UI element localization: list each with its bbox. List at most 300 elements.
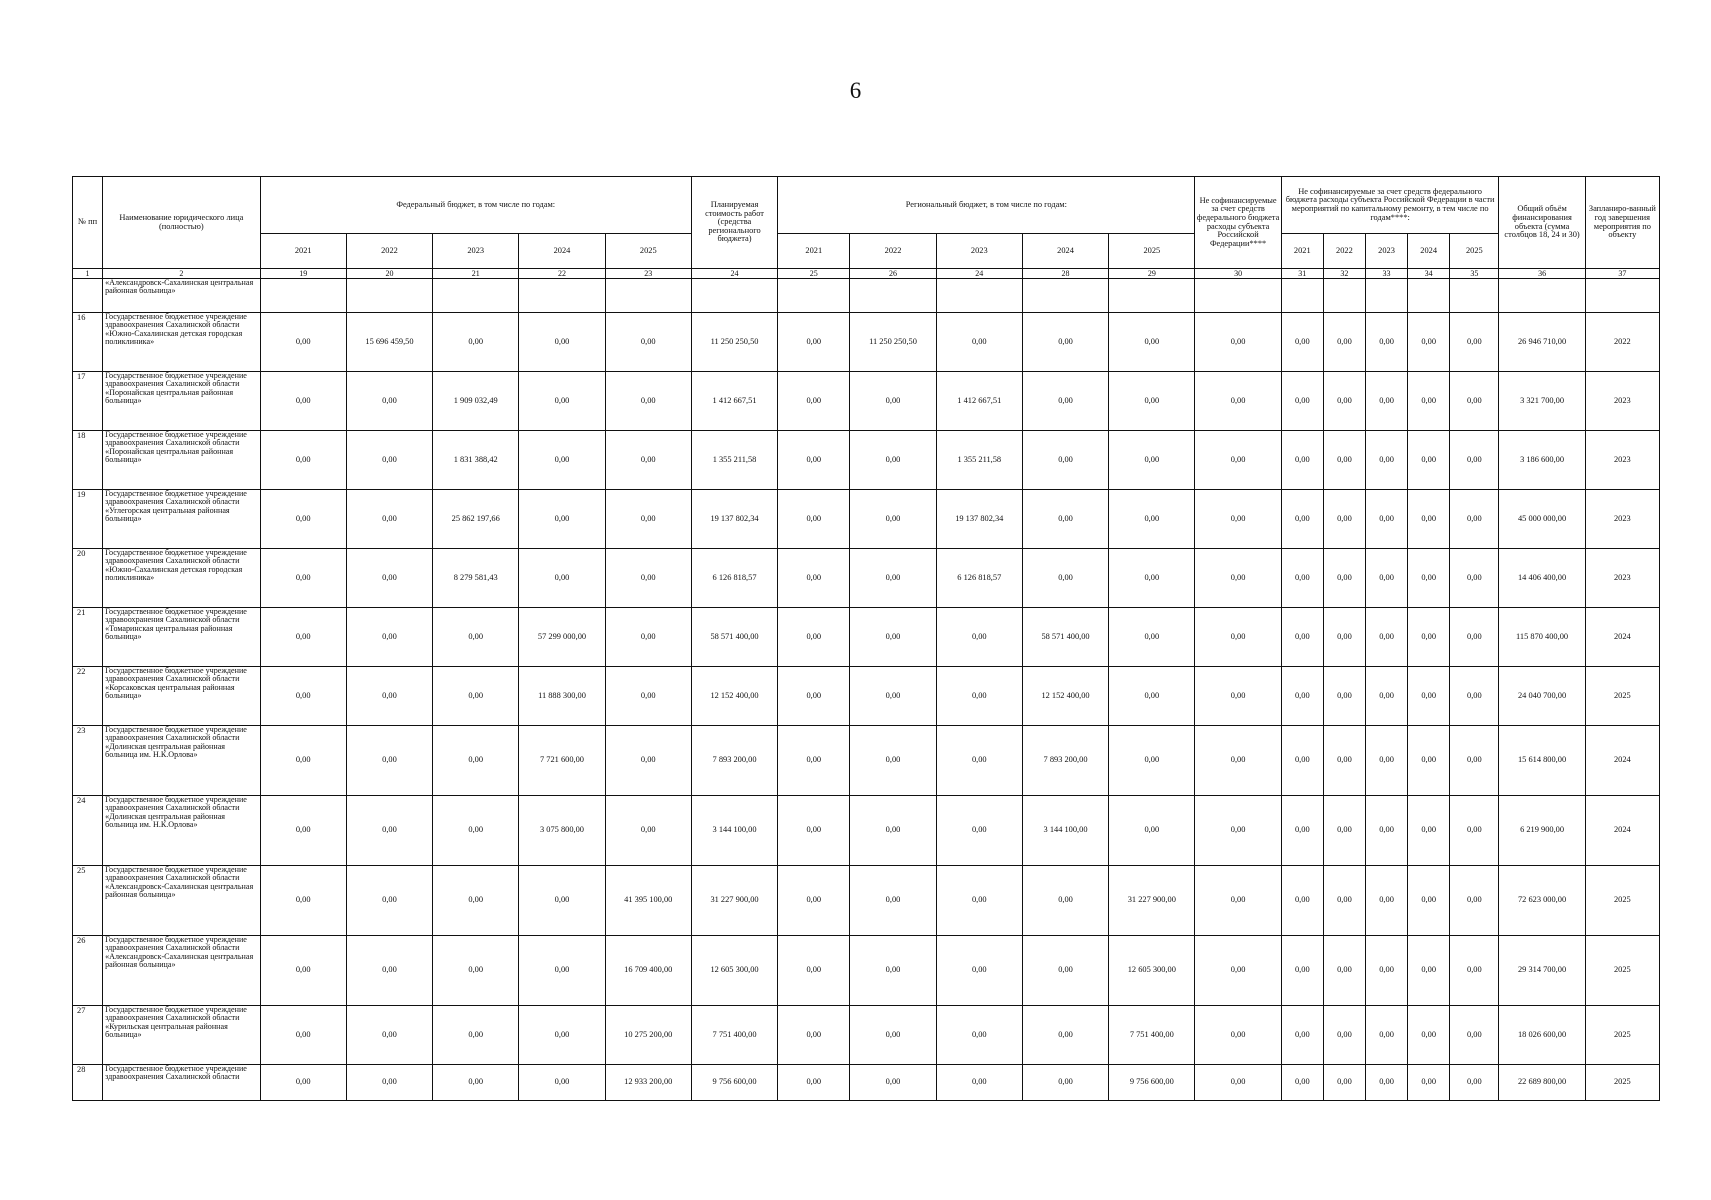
amount-cell: 1 355 211,58 — [691, 431, 777, 490]
amount-cell: 0,00 — [850, 490, 936, 549]
cap-year-header: 2024 — [1408, 234, 1450, 269]
amount-cell: 0,00 — [1022, 866, 1108, 936]
amount-cell: 0,00 — [1281, 726, 1323, 796]
amount-cell: 0,00 — [936, 667, 1022, 726]
completion-year-cell: 2023 — [1585, 431, 1659, 490]
amount-cell: 0,00 — [850, 431, 936, 490]
column-number-row — [73, 269, 1660, 279]
reg-year-header: 2021 — [778, 234, 850, 269]
cap-year-header: 2023 — [1365, 234, 1407, 269]
amount-cell: 57 299 000,00 — [519, 608, 605, 667]
amount-cell: 8 279 581,43 — [433, 549, 519, 608]
empty-cell — [1022, 279, 1108, 313]
column-number: 21 — [433, 269, 519, 279]
row-number-cell: 21 — [73, 608, 103, 667]
amount-cell: 0,00 — [850, 1006, 936, 1065]
completion-year-cell: 2023 — [1585, 372, 1659, 431]
amount-cell: 0,00 — [778, 549, 850, 608]
amount-cell: 0,00 — [1408, 866, 1450, 936]
amount-cell: 0,00 — [778, 608, 850, 667]
amount-cell: 10 275 200,00 — [605, 1006, 691, 1065]
amount-cell: 0,00 — [1450, 1006, 1499, 1065]
amount-cell: 0,00 — [1281, 1006, 1323, 1065]
amount-cell: 22 689 800,00 — [1499, 1065, 1585, 1101]
amount-cell: 0,00 — [346, 1006, 432, 1065]
amount-cell: 0,00 — [1195, 490, 1281, 549]
amount-cell: 7 751 400,00 — [1109, 1006, 1195, 1065]
amount-cell: 0,00 — [1195, 796, 1281, 866]
amount-cell: 0,00 — [1323, 1006, 1365, 1065]
amount-cell: 0,00 — [1109, 431, 1195, 490]
amount-cell: 0,00 — [433, 608, 519, 667]
amount-cell: 18 026 600,00 — [1499, 1006, 1585, 1065]
fed-year-header: 2025 — [605, 234, 691, 269]
table-body — [73, 279, 1660, 1101]
org-name-cell: Государственное бюджетное учреждение здравоохранения Сахалинской области «Южно-Сахалинская детская городская поликлиника» — [103, 313, 260, 372]
amount-cell: 0,00 — [1195, 313, 1281, 372]
empty-cell — [1408, 279, 1450, 313]
amount-cell: 0,00 — [1365, 313, 1407, 372]
table-row — [73, 431, 1660, 490]
amount-cell: 0,00 — [1323, 549, 1365, 608]
amount-cell: 12 933 200,00 — [605, 1065, 691, 1101]
table-row — [73, 372, 1660, 431]
amount-cell: 1 412 667,51 — [936, 372, 1022, 431]
empty-cell — [1281, 279, 1323, 313]
amount-cell: 0,00 — [1281, 313, 1323, 372]
amount-cell: 0,00 — [1450, 796, 1499, 866]
amount-cell: 9 756 600,00 — [1109, 1065, 1195, 1101]
amount-cell: 72 623 000,00 — [1499, 866, 1585, 936]
cap-year-header: 2021 — [1281, 234, 1323, 269]
amount-cell: 0,00 — [260, 667, 346, 726]
amount-cell: 0,00 — [1195, 667, 1281, 726]
federal-group-header: Федеральный бюджет, в том числе по годам: — [260, 177, 691, 234]
amount-cell: 0,00 — [1109, 549, 1195, 608]
amount-cell: 0,00 — [1408, 667, 1450, 726]
amount-cell: 12 605 300,00 — [691, 936, 777, 1006]
amount-cell: 0,00 — [1022, 372, 1108, 431]
amount-cell: 0,00 — [1450, 431, 1499, 490]
amount-cell: 0,00 — [1323, 936, 1365, 1006]
org-name-cell: Государственное бюджетное учреждение здравоохранения Сахалинской области «Поронайская центральная районная больница» — [103, 431, 260, 490]
column-number: 30 — [1195, 269, 1281, 279]
empty-cell — [433, 279, 519, 313]
row-number-cell: 17 — [73, 372, 103, 431]
amount-cell: 0,00 — [605, 490, 691, 549]
amount-cell: 0,00 — [605, 549, 691, 608]
amount-cell: 58 571 400,00 — [691, 608, 777, 667]
amount-cell: 0,00 — [605, 608, 691, 667]
row-number-cell: 16 — [73, 313, 103, 372]
amount-cell: 0,00 — [1281, 936, 1323, 1006]
amount-cell: 31 227 900,00 — [1109, 866, 1195, 936]
amount-cell: 9 756 600,00 — [691, 1065, 777, 1101]
amount-cell: 0,00 — [260, 866, 346, 936]
cap-year-header: 2022 — [1323, 234, 1365, 269]
amount-cell: 7 893 200,00 — [1022, 726, 1108, 796]
amount-cell: 0,00 — [605, 313, 691, 372]
amount-cell: 0,00 — [1195, 549, 1281, 608]
row-number-cell: 23 — [73, 726, 103, 796]
amount-cell: 0,00 — [1281, 866, 1323, 936]
row-number-cell: 19 — [73, 490, 103, 549]
row-number-cell: 24 — [73, 796, 103, 866]
amount-cell: 0,00 — [1109, 726, 1195, 796]
amount-cell: 6 126 818,57 — [936, 549, 1022, 608]
amount-cell: 0,00 — [1323, 431, 1365, 490]
amount-cell: 0,00 — [1195, 372, 1281, 431]
amount-cell: 0,00 — [605, 372, 691, 431]
amount-cell: 0,00 — [936, 1065, 1022, 1101]
amount-cell: 0,00 — [260, 372, 346, 431]
amount-cell: 25 862 197,66 — [433, 490, 519, 549]
row-number-cell: 18 — [73, 431, 103, 490]
amount-cell: 1 412 667,51 — [691, 372, 777, 431]
amount-cell: 0,00 — [346, 796, 432, 866]
column-number: 24 — [691, 269, 777, 279]
amount-cell: 0,00 — [260, 313, 346, 372]
amount-cell: 0,00 — [1195, 936, 1281, 1006]
amount-cell: 0,00 — [260, 490, 346, 549]
amount-cell: 0,00 — [1365, 726, 1407, 796]
amount-cell: 0,00 — [1365, 866, 1407, 936]
fed-year-header: 2022 — [346, 234, 432, 269]
amount-cell: 7 721 600,00 — [519, 726, 605, 796]
amount-cell: 15 614 800,00 — [1499, 726, 1585, 796]
column-number: 24 — [936, 269, 1022, 279]
amount-cell: 0,00 — [1022, 1065, 1108, 1101]
amount-cell: 0,00 — [778, 313, 850, 372]
empty-cell — [605, 279, 691, 313]
amount-cell: 0,00 — [260, 936, 346, 1006]
amount-cell: 0,00 — [433, 726, 519, 796]
not-cofinanced-header: Не софинансируемые за счет средств федерального бюджета расходы субъекта Российской Федерации**** — [1195, 177, 1281, 269]
reg-year-header: 2023 — [936, 234, 1022, 269]
column-number: 31 — [1281, 269, 1323, 279]
empty-cell — [691, 279, 777, 313]
amount-cell: 0,00 — [260, 549, 346, 608]
amount-cell: 0,00 — [778, 1065, 850, 1101]
amount-cell: 0,00 — [1408, 490, 1450, 549]
amount-cell: 0,00 — [1365, 667, 1407, 726]
not-cofinanced-capital-header: Не софинансируемые за счет средств федерального бюджета расходы субъекта Российской Федерации в части мероприятий по капитальному ремонту, в тем числе по годам****: — [1281, 177, 1499, 234]
completion-year-cell: 2023 — [1585, 490, 1659, 549]
amount-cell: 26 946 710,00 — [1499, 313, 1585, 372]
column-number: 20 — [346, 269, 432, 279]
amount-cell: 0,00 — [1022, 1006, 1108, 1065]
amount-cell: 0,00 — [1022, 936, 1108, 1006]
amount-cell: 0,00 — [1365, 608, 1407, 667]
amount-cell: 0,00 — [1281, 796, 1323, 866]
amount-cell: 0,00 — [1408, 796, 1450, 866]
amount-cell: 0,00 — [850, 667, 936, 726]
amount-cell: 0,00 — [605, 667, 691, 726]
fed-year-header: 2023 — [433, 234, 519, 269]
amount-cell: 0,00 — [1109, 372, 1195, 431]
empty-cell — [1499, 279, 1585, 313]
amount-cell: 0,00 — [260, 608, 346, 667]
table-row — [73, 549, 1660, 608]
row-number-cell: 26 — [73, 936, 103, 1006]
completion-year-cell: 2024 — [1585, 726, 1659, 796]
amount-cell: 0,00 — [1323, 608, 1365, 667]
column-number: 32 — [1323, 269, 1365, 279]
org-name-cell: «Александровск-Сахалинская центральная районная больница» — [103, 279, 260, 313]
amount-cell: 19 137 802,34 — [936, 490, 1022, 549]
amount-cell: 0,00 — [1450, 936, 1499, 1006]
amount-cell: 0,00 — [850, 549, 936, 608]
amount-cell: 0,00 — [346, 490, 432, 549]
org-name-cell: Государственное бюджетное учреждение здравоохранения Сахалинской области «Корсаковская центральная районная больница» — [103, 667, 260, 726]
amount-cell: 0,00 — [1323, 490, 1365, 549]
amount-cell: 0,00 — [1109, 608, 1195, 667]
amount-cell: 0,00 — [260, 796, 346, 866]
amount-cell: 0,00 — [1022, 490, 1108, 549]
amount-cell: 0,00 — [1365, 549, 1407, 608]
completion-year-cell: 2025 — [1585, 1006, 1659, 1065]
amount-cell: 0,00 — [850, 866, 936, 936]
amount-cell: 0,00 — [1323, 866, 1365, 936]
completion-year-cell: 2023 — [1585, 549, 1659, 608]
table-row — [73, 490, 1660, 549]
column-number: 25 — [778, 269, 850, 279]
amount-cell: 0,00 — [1195, 1006, 1281, 1065]
empty-cell — [778, 279, 850, 313]
amount-cell: 0,00 — [1408, 431, 1450, 490]
amount-cell: 0,00 — [1281, 490, 1323, 549]
amount-cell: 0,00 — [1408, 549, 1450, 608]
amount-cell: 0,00 — [850, 608, 936, 667]
amount-cell: 0,00 — [1408, 608, 1450, 667]
column-number: 28 — [1022, 269, 1108, 279]
amount-cell: 0,00 — [433, 796, 519, 866]
org-name-cell: Государственное бюджетное учреждение здравоохранения Сахалинской области «Поронайская центральная районная больница» — [103, 372, 260, 431]
column-number: 33 — [1365, 269, 1407, 279]
amount-cell: 58 571 400,00 — [1022, 608, 1108, 667]
org-name-cell: Государственное бюджетное учреждение здравоохранения Сахалинской области «Долинская центральная районная больница им. Н.К.Орлова» — [103, 726, 260, 796]
org-name-cell: Государственное бюджетное учреждение здравоохранения Сахалинской области «Александровск-Сахалинская центральная районная больница» — [103, 936, 260, 1006]
org-name-cell: Государственное бюджетное учреждение здравоохранения Сахалинской области «Курильская центральная районная больница» — [103, 1006, 260, 1065]
amount-cell: 11 888 300,00 — [519, 667, 605, 726]
table-row — [73, 1006, 1660, 1065]
empty-cell — [1450, 279, 1499, 313]
empty-cell — [1365, 279, 1407, 313]
amount-cell: 0,00 — [1365, 1065, 1407, 1101]
amount-cell: 0,00 — [1450, 372, 1499, 431]
amount-cell: 0,00 — [1281, 431, 1323, 490]
amount-cell: 0,00 — [1022, 431, 1108, 490]
amount-cell: 0,00 — [1109, 796, 1195, 866]
amount-cell: 0,00 — [260, 1006, 346, 1065]
empty-cell — [73, 279, 103, 313]
amount-cell: 0,00 — [605, 726, 691, 796]
amount-cell: 0,00 — [1450, 866, 1499, 936]
org-name-cell: Государственное бюджетное учреждение здравоохранения Сахалинской области «Углегорская центральная районная больница» — [103, 490, 260, 549]
amount-cell: 1 831 388,42 — [433, 431, 519, 490]
column-number: 1 — [73, 269, 103, 279]
amount-cell: 0,00 — [850, 1065, 936, 1101]
amount-cell: 3 186 600,00 — [1499, 431, 1585, 490]
completion-year-cell: 2024 — [1585, 608, 1659, 667]
funding-table — [72, 176, 1660, 1101]
completion-year-cell: 2022 — [1585, 313, 1659, 372]
org-name-cell: Государственное бюджетное учреждение здравоохранения Сахалинской области «Долинская центральная районная больница им. Н.К.Орлова» — [103, 796, 260, 866]
amount-cell: 0,00 — [936, 1006, 1022, 1065]
amount-cell: 0,00 — [1323, 726, 1365, 796]
amount-cell: 0,00 — [850, 726, 936, 796]
amount-cell: 1 909 032,49 — [433, 372, 519, 431]
amount-cell: 3 144 100,00 — [691, 796, 777, 866]
amount-cell: 0,00 — [936, 796, 1022, 866]
empty-cell — [1323, 279, 1365, 313]
amount-cell: 0,00 — [1450, 726, 1499, 796]
empty-cell — [936, 279, 1022, 313]
amount-cell: 0,00 — [605, 796, 691, 866]
amount-cell: 0,00 — [519, 313, 605, 372]
amount-cell: 0,00 — [936, 608, 1022, 667]
amount-cell: 0,00 — [433, 667, 519, 726]
column-number: 22 — [519, 269, 605, 279]
amount-cell: 0,00 — [260, 1065, 346, 1101]
amount-cell: 16 709 400,00 — [605, 936, 691, 1006]
amount-cell: 0,00 — [778, 936, 850, 1006]
amount-cell: 0,00 — [433, 1006, 519, 1065]
amount-cell: 0,00 — [778, 1006, 850, 1065]
empty-cell — [850, 279, 936, 313]
amount-cell: 11 250 250,50 — [691, 313, 777, 372]
amount-cell: 0,00 — [1109, 490, 1195, 549]
table-header — [73, 177, 1660, 279]
amount-cell: 0,00 — [519, 1065, 605, 1101]
amount-cell: 0,00 — [1022, 313, 1108, 372]
amount-cell: 0,00 — [1365, 431, 1407, 490]
empty-cell — [1109, 279, 1195, 313]
amount-cell: 0,00 — [1109, 667, 1195, 726]
amount-cell: 0,00 — [1323, 372, 1365, 431]
amount-cell: 0,00 — [1365, 372, 1407, 431]
reg-year-header: 2022 — [850, 234, 936, 269]
empty-cell — [519, 279, 605, 313]
row-number-cell: 27 — [73, 1006, 103, 1065]
amount-cell: 0,00 — [1323, 667, 1365, 726]
amount-cell: 0,00 — [519, 431, 605, 490]
amount-cell: 0,00 — [433, 866, 519, 936]
org-name-cell: Государственное бюджетное учреждение здравоохранения Сахалинской области «Томаринская центральная районная больница» — [103, 608, 260, 667]
amount-cell: 0,00 — [346, 726, 432, 796]
amount-cell: 0,00 — [1450, 608, 1499, 667]
amount-cell: 0,00 — [778, 726, 850, 796]
table-row — [73, 667, 1660, 726]
amount-cell: 0,00 — [1323, 796, 1365, 866]
amount-cell: 0,00 — [778, 490, 850, 549]
amount-cell: 0,00 — [519, 372, 605, 431]
amount-cell: 0,00 — [1323, 313, 1365, 372]
amount-cell: 0,00 — [1408, 936, 1450, 1006]
amount-cell: 115 870 400,00 — [1499, 608, 1585, 667]
amount-cell: 0,00 — [1365, 490, 1407, 549]
amount-cell: 0,00 — [1365, 936, 1407, 1006]
amount-cell: 0,00 — [260, 431, 346, 490]
empty-cell — [346, 279, 432, 313]
col-name-header: Наименование юридического лица (полностью) — [103, 177, 260, 269]
column-number: 29 — [1109, 269, 1195, 279]
completion-year-cell: 2025 — [1585, 866, 1659, 936]
amount-cell: 0,00 — [1408, 372, 1450, 431]
amount-cell: 12 605 300,00 — [1109, 936, 1195, 1006]
amount-cell: 0,00 — [519, 936, 605, 1006]
amount-cell: 0,00 — [1450, 490, 1499, 549]
amount-cell: 0,00 — [936, 936, 1022, 1006]
reg-year-header: 2025 — [1109, 234, 1195, 269]
regional-group-header: Региональный бюджет, в том числе по годам: — [778, 177, 1195, 234]
amount-cell: 0,00 — [519, 490, 605, 549]
amount-cell: 0,00 — [1195, 431, 1281, 490]
amount-cell: 0,00 — [1408, 726, 1450, 796]
empty-cell — [1195, 279, 1281, 313]
amount-cell: 0,00 — [936, 866, 1022, 936]
amount-cell: 0,00 — [346, 372, 432, 431]
amount-cell: 0,00 — [936, 726, 1022, 796]
table-row — [73, 608, 1660, 667]
amount-cell: 0,00 — [778, 667, 850, 726]
empty-cell — [1585, 279, 1659, 313]
amount-cell: 0,00 — [346, 608, 432, 667]
amount-cell: 0,00 — [1195, 608, 1281, 667]
amount-cell: 24 040 700,00 — [1499, 667, 1585, 726]
amount-cell: 7 751 400,00 — [691, 1006, 777, 1065]
amount-cell: 0,00 — [1365, 1006, 1407, 1065]
amount-cell: 0,00 — [433, 1065, 519, 1101]
org-name-cell: Государственное бюджетное учреждение здравоохранения Сахалинской области «Южно-Сахалинская детская городская поликлиника» — [103, 549, 260, 608]
table-row — [73, 313, 1660, 372]
amount-cell: 0,00 — [605, 431, 691, 490]
amount-cell: 0,00 — [346, 936, 432, 1006]
amount-cell: 45 000 000,00 — [1499, 490, 1585, 549]
column-number: 37 — [1585, 269, 1659, 279]
amount-cell: 1 355 211,58 — [936, 431, 1022, 490]
row-number-cell: 25 — [73, 866, 103, 936]
amount-cell: 0,00 — [346, 431, 432, 490]
table-row — [73, 1065, 1660, 1101]
amount-cell: 3 075 800,00 — [519, 796, 605, 866]
amount-cell: 3 321 700,00 — [1499, 372, 1585, 431]
completion-year-cell: 2024 — [1585, 796, 1659, 866]
amount-cell: 0,00 — [1195, 726, 1281, 796]
column-number: 35 — [1450, 269, 1499, 279]
amount-cell: 0,00 — [1450, 1065, 1499, 1101]
amount-cell: 0,00 — [1195, 866, 1281, 936]
amount-cell: 3 144 100,00 — [1022, 796, 1108, 866]
reg-year-header: 2024 — [1022, 234, 1108, 269]
table-row — [73, 726, 1660, 796]
amount-cell: 0,00 — [260, 726, 346, 796]
table-row — [73, 279, 1660, 313]
amount-cell: 0,00 — [1281, 667, 1323, 726]
completion-year-cell: 2025 — [1585, 936, 1659, 1006]
amount-cell: 14 406 400,00 — [1499, 549, 1585, 608]
amount-cell: 0,00 — [1450, 667, 1499, 726]
row-number-cell: 28 — [73, 1065, 103, 1101]
amount-cell: 0,00 — [346, 866, 432, 936]
amount-cell: 0,00 — [778, 372, 850, 431]
page-number: 6 — [849, 78, 862, 103]
column-number: 36 — [1499, 269, 1585, 279]
org-name-cell: Государственное бюджетное учреждение здравоохранения Сахалинской области — [103, 1065, 260, 1101]
column-number: 26 — [850, 269, 936, 279]
year-done-header: Запланиро-ванный год завершения мероприятия по объекту — [1585, 177, 1659, 269]
amount-cell: 0,00 — [346, 667, 432, 726]
